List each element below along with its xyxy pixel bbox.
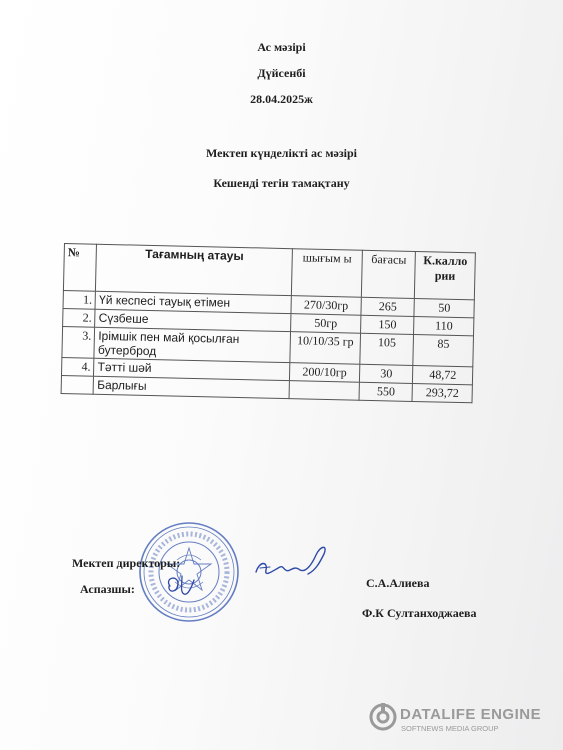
dish-price: 30 bbox=[359, 364, 413, 383]
total-empty-cell bbox=[61, 375, 94, 394]
dish-calories: 110 bbox=[414, 316, 474, 335]
cook-name: Ф.К Султанходжаева bbox=[362, 606, 477, 620]
dish-name: Үй кеспесі тауық етімен bbox=[95, 291, 291, 313]
total-label: Барлығы bbox=[93, 376, 289, 398]
col-header-price: бағасы bbox=[361, 250, 415, 298]
dish-calories: 48,72 bbox=[413, 365, 473, 384]
director-name: С.А.Алиева bbox=[366, 576, 430, 590]
dish-price: 265 bbox=[361, 297, 415, 316]
watermark bbox=[368, 702, 542, 737]
watermark-subtitle: SOFTNEWS MEDIA GROUP bbox=[401, 724, 499, 733]
cook-signature-icon bbox=[160, 570, 200, 600]
dish-price: 150 bbox=[361, 315, 415, 334]
dish-yield: 50гр bbox=[291, 314, 361, 334]
school-menu-title: Мектеп күнделікті ас мәзірі bbox=[206, 146, 357, 160]
dish-name: Сүзбеше bbox=[95, 309, 291, 331]
row-number: 1. bbox=[63, 290, 96, 309]
dish-name: Ірімшік пен май қосылған бутерброд bbox=[94, 327, 290, 362]
col-header-calories: К.калло рии bbox=[415, 251, 476, 299]
col-header-name: Тағамның атауы bbox=[96, 244, 293, 295]
datalife-logo-icon bbox=[368, 702, 398, 732]
total-calories: 293,72 bbox=[412, 383, 472, 402]
menu-date: 28.04.2025ж bbox=[250, 92, 313, 106]
row-number: 2. bbox=[63, 308, 96, 327]
dish-calories: 85 bbox=[413, 334, 473, 366]
dish-price: 105 bbox=[360, 333, 414, 365]
dish-calories: 50 bbox=[414, 298, 474, 317]
director-label: Мектеп директоры: bbox=[72, 556, 181, 570]
row-number: 3. bbox=[62, 326, 95, 358]
cook-label: Аспазшы: bbox=[80, 582, 135, 596]
row-number: 4. bbox=[61, 357, 94, 376]
day-of-week: Дүйсенбі bbox=[257, 66, 306, 80]
meal-program-title: Кешенді тегін тамақтану bbox=[213, 176, 350, 190]
dish-yield: 270/30гр bbox=[291, 296, 361, 316]
dish-name: Тәтті шәй bbox=[94, 358, 290, 380]
total-empty-cell bbox=[289, 381, 359, 401]
menu-table bbox=[61, 243, 476, 403]
col-header-yield: шығым ы bbox=[291, 249, 362, 298]
dish-yield: 200/10гр bbox=[289, 363, 359, 383]
col-header-no: № bbox=[63, 244, 96, 292]
menu-heading: Ас мәзірі bbox=[257, 40, 306, 54]
dish-yield: 10/10/35 гр bbox=[290, 332, 361, 365]
total-price: 550 bbox=[359, 382, 413, 401]
director-signature-icon bbox=[250, 540, 340, 585]
watermark-title: DATALIFE ENGINE bbox=[400, 706, 542, 723]
